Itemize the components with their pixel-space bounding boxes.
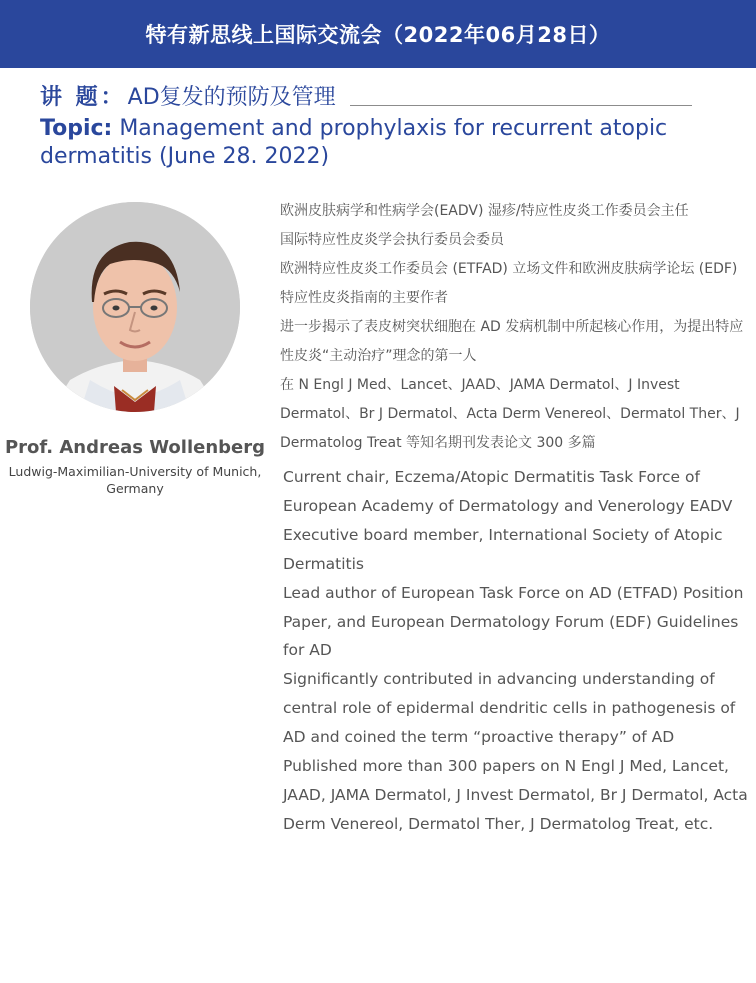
- header-banner: [0, 0, 756, 68]
- bio-cn-item: 进一步揭示了表皮树突状细胞在 AD 发病机制中所起核心作用，为提出特应性皮炎“主动治疗”理念的第一人: [280, 319, 744, 364]
- topic-chinese: [40, 80, 700, 110]
- bio-en-item: Lead author of European Task Force on AD (ETFAD) Position Paper, and European Dermatology Forum (EDF) Guidelines for AD: [283, 583, 744, 660]
- bio-cn-item: 欧洲皮肤病学和性病学会(EADV) 湿疹/特应性皮炎工作委员会主任: [280, 203, 689, 219]
- bio-english: [283, 463, 753, 839]
- bio-cn-item: 欧洲特应性皮炎工作委员会 (ETFAD) 立场文件和欧洲皮肤病学论坛 (EDF) 特应性皮炎指南的主要作者: [280, 261, 738, 306]
- topic-cn-label: 讲 题：: [40, 84, 126, 110]
- topic-english: [40, 115, 730, 171]
- bio-en-item: Published more than 300 papers on N Engl J Med, Lancet, JAAD, JAMA Dermatol, J Invest Dermatol, Br J Dermatol, Acta Derm Venereol, Dermatol Ther, J Dermatolog Treat, etc.: [283, 757, 748, 833]
- bio-cn-item: 国际特应性皮炎学会执行委员会委员: [280, 232, 504, 248]
- topic-en-label: Topic:: [40, 116, 113, 141]
- bio-cn-item: 在 N Engl J Med、Lancet、JAAD、JAMA Dermatol、J Invest Dermatol、Br J Dermatol、Acta Derm Venereol、Dermatol Ther、J Dermatolog Treat 等知名期刊发表论文 300 多篇: [280, 377, 740, 451]
- speaker-photo: [30, 202, 240, 412]
- bio-en-item: Executive board member, International Society of Atopic Dermatitis: [283, 525, 723, 573]
- bio-en-item: Significantly contributed in advancing understanding of central role of epidermal dendritic cells in pathogenesis of AD and coined the term “proactive therapy” of AD: [283, 670, 736, 747]
- speaker-name: Prof. Andreas Wollenberg: [4, 437, 266, 458]
- event-title: 特有新思线上国际交流会（2022年06月28日）: [145, 23, 611, 47]
- topic-underline: [350, 105, 692, 106]
- bio-en-item: Current chair, Eczema/Atopic Dermatitis Task Force of European Academy of Dermatology and Venerology EADV: [283, 468, 733, 515]
- speaker-affiliation: Ludwig-Maximilian-University of Munich, Germany: [8, 464, 262, 496]
- bio-chinese: [280, 197, 752, 458]
- topic-en-title: Management and prophylaxis for recurrent atopic dermatitis (June 28. 2022): [40, 116, 668, 169]
- topic-cn-title: AD复发的预防及管理: [127, 84, 336, 110]
